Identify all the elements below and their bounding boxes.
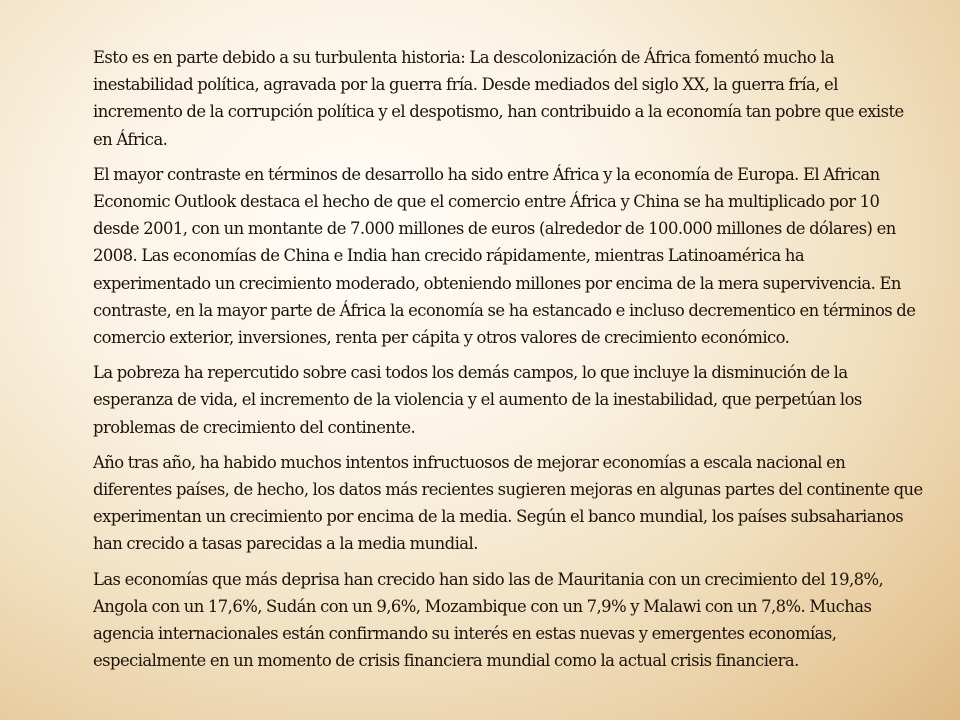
paragraph-poverty: La pobreza ha repercutido sobre casi todos los demás campos, lo que incluye la disminución de la esperanza de vida, el incremento de la violencia y el aumento de la inestabilidad, que perpetúan los problemas de crecimiento del continente. — [93, 363, 862, 437]
paragraph-attempts: Año tras año, ha habido muchos intentos infructuosos de mejorar economías a escala nacional en diferentes países, de hecho, los datos más recientes sugieren mejoras en algunas partes del continente que experimentan un crecimiento por encima de la media. Según el banco mundial, los países subsaharianos han crecido a tasas parecidas a la media mundial. — [93, 452, 923, 554]
paragraph-fastest-growing: Las economías que más deprisa han crecido han sido las de Mauritania con un crecimiento del 19,8%, Angola con un 17,6%, Sudán con un 9,6%, Mozambique con un 7,9% y Malawi con un 7,8%. Muchas agencia internacionales están confirmando su interés en estas nuevas y emergentes economías, especialmente en un momento de crisis financiera mundial como la actual crisis financiera. — [93, 569, 884, 671]
slide-body-text — [93, 44, 925, 682]
paragraph-contrast: El mayor contraste en términos de desarrollo ha sido entre África y la economía de Europa. El African Economic Outlook destaca el hecho de que el comercio entre África y China se ha multiplicado por 10 desde 2001, con un montante de 7.000 millones de euros (alrededor de 100.000 millones de dólares) en 2008. Las economías de China e India han crecido rápidamente, mientras Latinoamérica ha experimentado un crecimiento moderado, obteniendo millones por encima de la mera supervivencia. En contraste, en la mayor parte de África la economía se ha estancado e incluso decrementico en términos de comercio exterior, inversiones, renta per cápita y otros valores de crecimiento económico. — [93, 164, 916, 348]
paragraph-history: Esto es en parte debido a su turbulenta historia: La descolonización de África fomentó mucho la inestabilidad política, agravada por la guerra fría. Desde mediados del siglo XX, la guerra fría, el incremento de la corrupción política y el despotismo, han contribuido a la economía tan pobre que existe en África. — [93, 48, 904, 149]
